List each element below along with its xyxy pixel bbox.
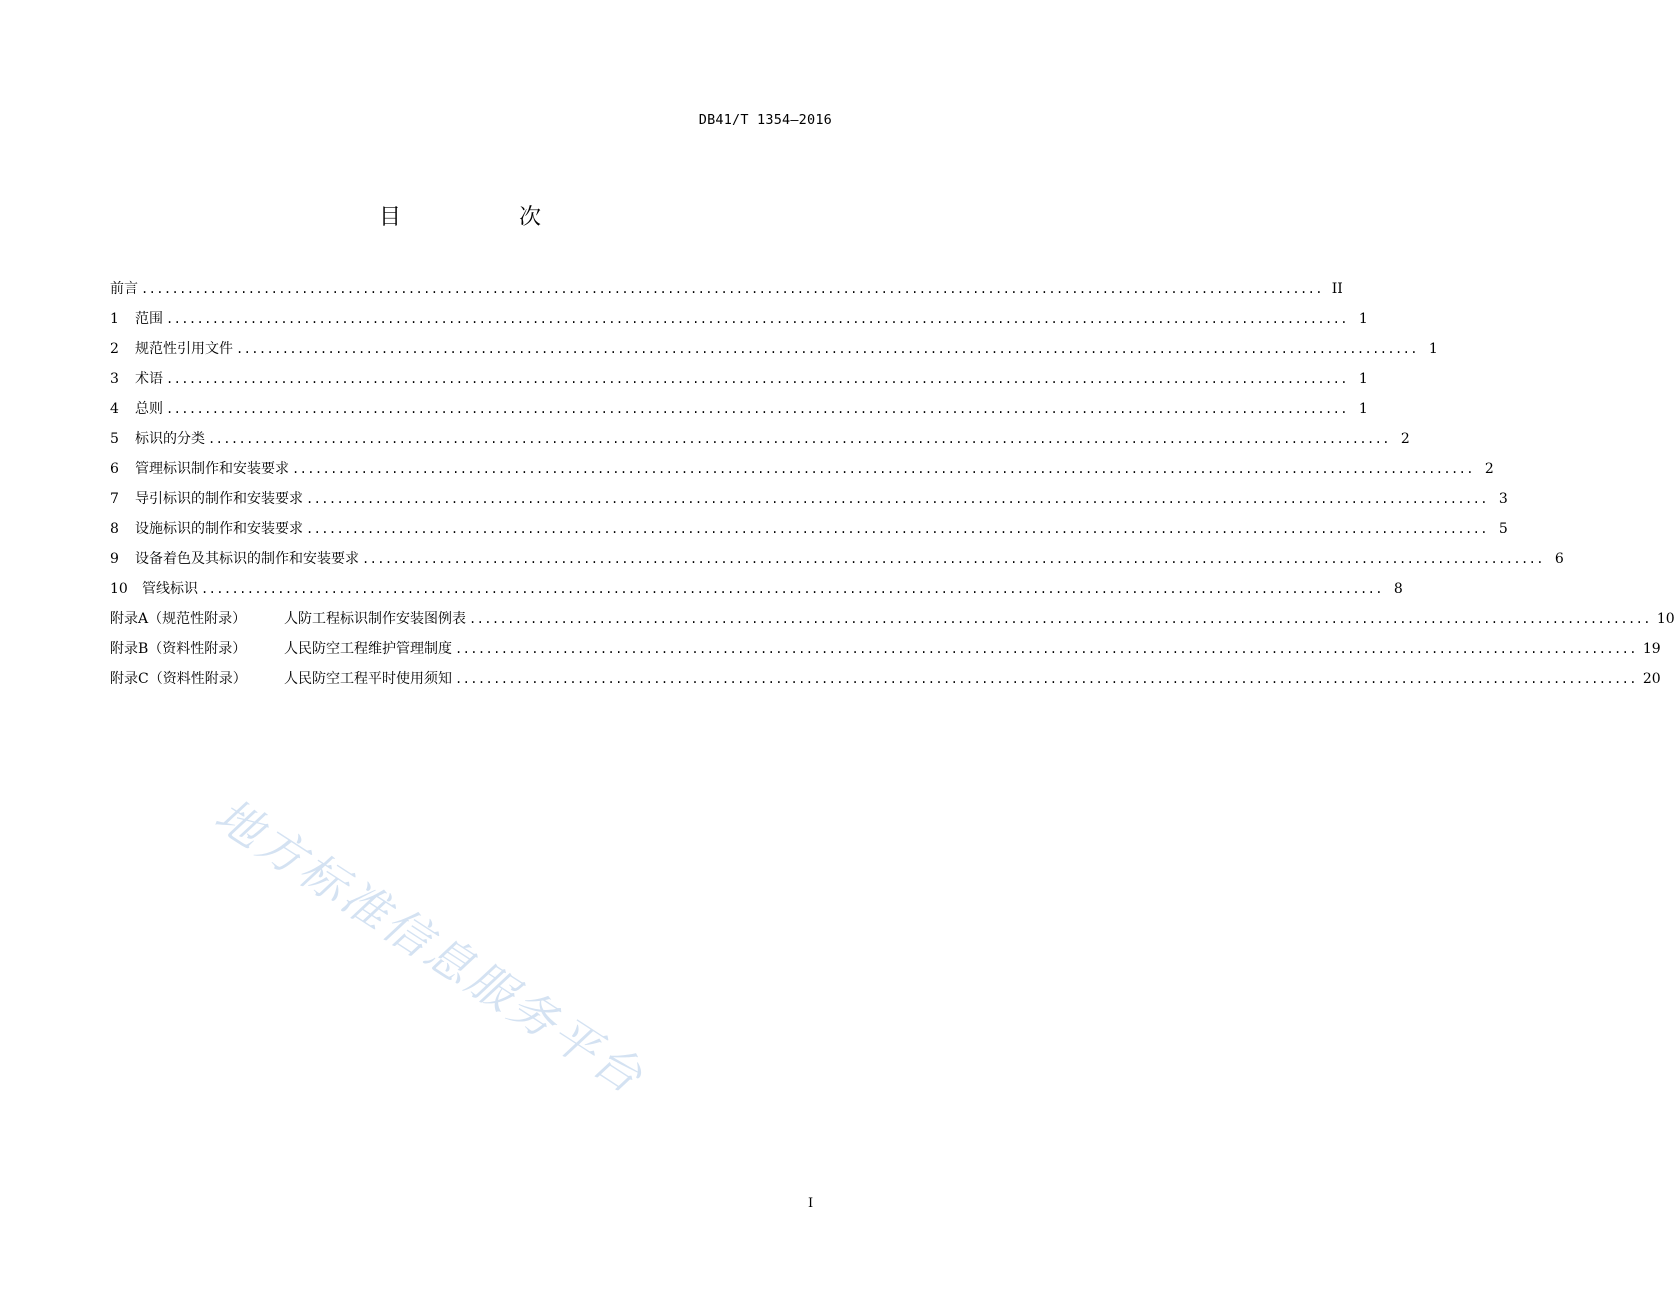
toc-entry-title: 人民防空工程平时使用须知	[284, 671, 452, 687]
toc-section-number: 9	[110, 551, 119, 567]
toc-page-number: 2	[1484, 461, 1494, 477]
toc-page-number: 1	[1358, 401, 1368, 417]
toc-entry-title: 术语	[135, 371, 163, 387]
toc-page-number: 1	[1358, 371, 1368, 387]
toc-section-number: 3	[110, 371, 119, 387]
page-title: 目 次	[378, 205, 589, 230]
toc-entry-title: 前言	[110, 281, 138, 297]
table-of-contents	[110, 279, 1675, 699]
toc-entry-foreword[interactable]	[110, 279, 1343, 309]
toc-page-number: 1	[1358, 311, 1368, 327]
toc-leader-dots: ...........................................................................................................................................................	[306, 522, 1488, 536]
toc-page-number: II	[1331, 281, 1343, 297]
toc-entry-title: 导引标识的制作和安装要求	[135, 491, 303, 507]
toc-entry-section-9[interactable]	[110, 549, 1564, 579]
toc-section-number: 5	[110, 431, 119, 447]
toc-entry-title: 管线标识	[142, 581, 198, 597]
document-number: DB41/T 1354—2016	[698, 112, 832, 128]
toc-appendix-label: 附录B（资料性附录）	[110, 641, 247, 657]
toc-section-number: 6	[110, 461, 119, 477]
toc-entry-section-2[interactable]	[110, 339, 1438, 369]
toc-leader-dots: ...........................................................................................................................................................	[292, 462, 1474, 476]
toc-leader-dots: ...........................................................................................................................................................	[306, 492, 1488, 506]
toc-leader-dots: ...........................................................................................................................................................	[141, 282, 1323, 296]
toc-leader-dots: ...........................................................................................................................................................	[362, 552, 1544, 566]
toc-entry-appendix-b[interactable]	[110, 639, 1661, 669]
toc-entry-section-8[interactable]	[110, 519, 1508, 549]
toc-entry-section-10[interactable]	[110, 579, 1403, 609]
toc-leader-dots: ...........................................................................................................................................................	[236, 342, 1418, 356]
toc-page-number: 1	[1428, 341, 1438, 357]
toc-entry-title: 总则	[135, 401, 163, 417]
toc-page-number: 2	[1400, 431, 1410, 447]
toc-leader-dots: ...........................................................................................................................................................	[166, 312, 1348, 326]
toc-entry-title: 人防工程标识制作安装图例表	[284, 611, 466, 627]
toc-page-number: 8	[1393, 581, 1403, 597]
toc-entry-section-4[interactable]	[110, 399, 1368, 429]
toc-page-number: 6	[1554, 551, 1564, 567]
toc-entry-section-3[interactable]	[110, 369, 1368, 399]
toc-leader-dots: ...........................................................................................................................................................	[166, 372, 1348, 386]
toc-page-number: 10	[1656, 611, 1675, 627]
toc-entry-appendix-a[interactable]	[110, 609, 1675, 639]
toc-entry-section-1[interactable]	[110, 309, 1368, 339]
toc-section-number: 8	[110, 521, 119, 537]
toc-section-number: 7	[110, 491, 119, 507]
toc-leader-dots: ...........................................................................................................................................................	[201, 582, 1383, 596]
toc-entry-title: 管理标识制作和安装要求	[135, 461, 289, 477]
toc-page-number: 20	[1642, 671, 1661, 687]
toc-leader-dots: ...........................................................................................................................................................	[455, 642, 1637, 656]
toc-section-number: 4	[110, 401, 119, 417]
toc-page-number: 5	[1498, 521, 1508, 537]
toc-appendix-label: 附录C（资料性附录）	[110, 671, 247, 687]
toc-entry-section-6[interactable]	[110, 459, 1494, 489]
page-number: I	[808, 1196, 814, 1211]
toc-entry-title: 设施标识的制作和安装要求	[135, 521, 303, 537]
toc-entry-title: 设备着色及其标识的制作和安装要求	[135, 551, 359, 567]
toc-entry-title: 范围	[135, 311, 163, 327]
toc-entry-appendix-c[interactable]	[110, 669, 1661, 699]
toc-appendix-label: 附录A（规范性附录）	[110, 611, 247, 627]
toc-section-number: 2	[110, 341, 119, 357]
toc-page-number: 3	[1498, 491, 1508, 507]
toc-entry-title: 规范性引用文件	[135, 341, 233, 357]
toc-leader-dots: ...........................................................................................................................................................	[208, 432, 1390, 446]
toc-entry-title: 人民防空工程维护管理制度	[284, 641, 452, 657]
watermark-text: 地方标准信息服务平台	[205, 787, 655, 1106]
toc-leader-dots: ...........................................................................................................................................................	[455, 672, 1637, 686]
toc-leader-dots: ...........................................................................................................................................................	[166, 402, 1348, 416]
toc-entry-title: 标识的分类	[135, 431, 205, 447]
toc-leader-dots: ...........................................................................................................................................................	[469, 612, 1651, 626]
toc-page-number: 19	[1642, 641, 1661, 657]
toc-section-number: 10	[110, 581, 128, 597]
toc-entry-section-7[interactable]	[110, 489, 1508, 519]
toc-section-number: 1	[110, 311, 119, 327]
toc-entry-section-5[interactable]	[110, 429, 1410, 459]
